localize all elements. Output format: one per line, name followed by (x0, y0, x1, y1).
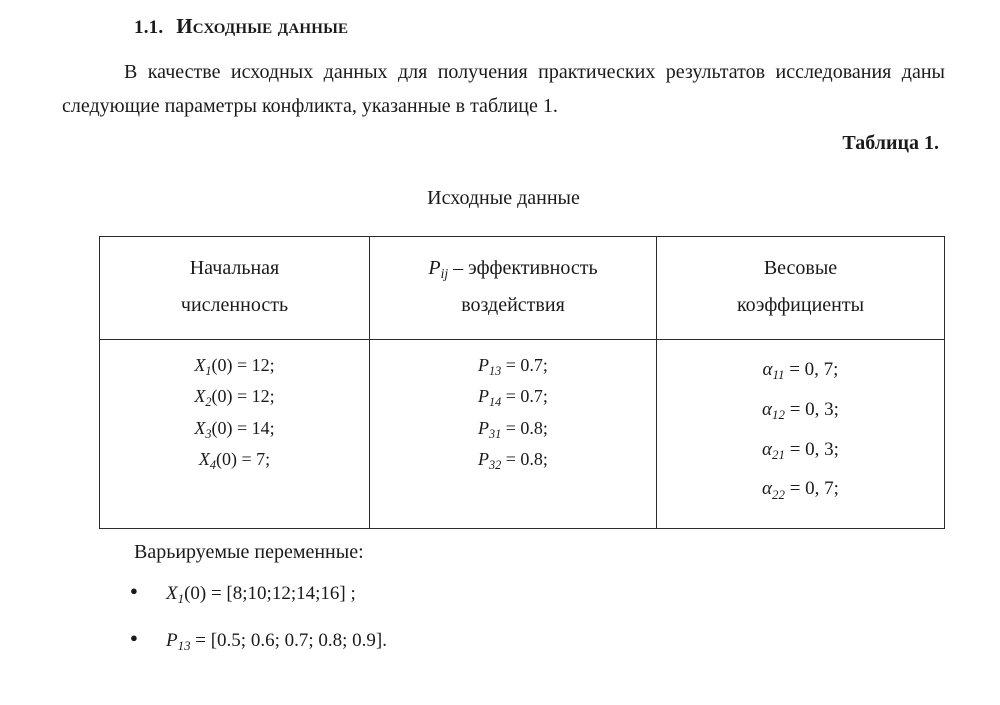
formula-subscript: 32 (489, 458, 502, 473)
formula-subscript: 1 (205, 363, 212, 378)
header2-line1 (376, 250, 650, 287)
formula-tail: = 0, 3; (784, 398, 839, 420)
header3-line2: коэффициенты (736, 293, 865, 316)
table-caption: Исходные данные (427, 186, 580, 209)
formula-symbol: α (762, 438, 773, 460)
formula-symbol: X (198, 449, 210, 470)
table-cell-initial-strength (100, 339, 370, 529)
table-cell-weights (657, 339, 945, 529)
formula-symbol: P (478, 417, 490, 438)
formula-symbol: P (478, 354, 490, 375)
formula-tail: (0) = 14; (211, 417, 275, 438)
section-title: Исходные данные (176, 14, 349, 38)
list-item (101, 444, 368, 476)
table-header-cell-2 (370, 236, 657, 339)
formula-symbol: X (194, 386, 206, 407)
formula-tail: = 0.7; (501, 354, 548, 375)
formula-subscript: 31 (489, 426, 502, 441)
list-item (101, 381, 368, 413)
formula-tail: (0) = [8;10;12;14;16] ; (184, 583, 356, 605)
list-item (371, 350, 655, 382)
formula-symbol: X (166, 583, 178, 605)
formula-symbol: P (166, 630, 178, 652)
varying-variables-list (62, 582, 945, 653)
formula-symbol: α (762, 358, 773, 380)
table-label: Таблица 1. (842, 131, 939, 154)
list-item (371, 413, 655, 445)
formula-subscript: 12 (772, 406, 785, 422)
formula-subscript: 13 (177, 638, 191, 654)
formula-subscript: 22 (772, 486, 785, 502)
formula-tail: = 0.7; (501, 386, 548, 407)
list-item (658, 390, 943, 430)
formula-subscript: 21 (772, 446, 785, 462)
header1-line2: численность (180, 293, 289, 316)
section-heading (134, 14, 945, 39)
formula-subscript: 11 (772, 366, 785, 382)
formula-subscript: 2 (205, 395, 212, 410)
formula-symbol: α (762, 478, 773, 500)
list-item (101, 350, 368, 382)
table-header-cell-1 (100, 236, 370, 339)
formula-tail: = [0.5; 0.6; 0.7; 0.8; 0.9]. (190, 630, 388, 652)
formula-tail: = 0, 7; (784, 478, 839, 500)
formula-tail: (0) = 12; (211, 354, 275, 375)
formula-tail: = 0.8; (501, 449, 548, 470)
formula-tail: = 0, 3; (784, 438, 839, 460)
formula-tail: (0) = 7; (215, 449, 271, 470)
header2-subscript: ij (440, 266, 449, 282)
list-item (166, 629, 945, 654)
table-header-cell-3 (657, 236, 945, 339)
list-item (658, 430, 943, 470)
formula-symbol: P (478, 449, 490, 470)
formula-subscript: 13 (489, 363, 502, 378)
table-body-row (100, 339, 945, 529)
initial-data-table (99, 236, 945, 530)
list-item (371, 381, 655, 413)
formula-symbol: P (478, 386, 490, 407)
section-number: 1.1. (134, 17, 164, 38)
list-item (658, 350, 943, 390)
formula-subscript: 1 (177, 591, 185, 607)
header3-line1: Весовые (763, 256, 838, 279)
formula-subscript: 3 (205, 426, 212, 441)
header2-suffix: – эффективность (448, 256, 598, 279)
list-item (101, 413, 368, 445)
formula-symbol: X (194, 417, 206, 438)
table-header-row (100, 236, 945, 339)
header2-line2: воздействия (461, 293, 565, 316)
effectiveness-list (371, 341, 655, 494)
weights-list (658, 341, 943, 528)
formula-tail: = 0.8; (501, 417, 548, 438)
formula-symbol: α (762, 398, 773, 420)
table-cell-effectiveness (370, 339, 657, 529)
list-item (371, 444, 655, 476)
list-item (166, 582, 945, 607)
formula-tail: = 0, 7; (784, 358, 839, 380)
intro-paragraph: В качестве исходных данных для получения практических результатов исследования даны следующие параметры конфликта, указанные в таблице 1. (62, 61, 945, 118)
header1-line1: Начальная (189, 256, 280, 279)
formula-symbol: X (194, 354, 206, 375)
list-item (658, 469, 943, 509)
formula-subscript: 14 (489, 395, 502, 410)
header2-symbol: P (428, 256, 441, 279)
formula-tail: (0) = 12; (211, 386, 275, 407)
varying-variables-title: Варьируемые переменные: (134, 541, 364, 564)
formula-subscript: 4 (209, 458, 216, 473)
initial-strength-list (101, 341, 368, 494)
